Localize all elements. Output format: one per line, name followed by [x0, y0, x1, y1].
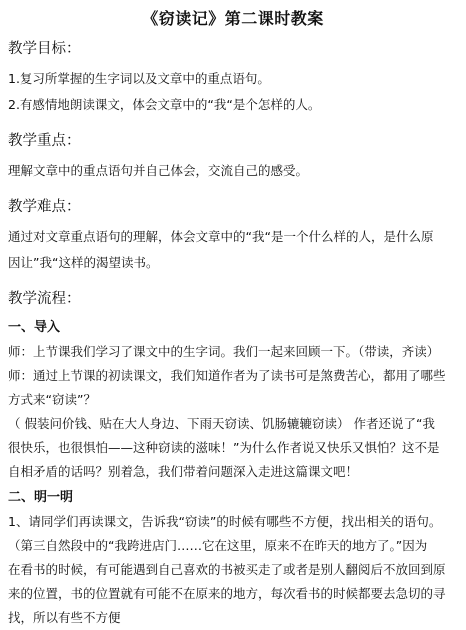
intro-line: 师：上节课我们学习了课文中的生字词。我们一起来回顾一下。（带读，齐读）: [8, 344, 440, 359]
teaching-difficulty-line: 因让”我“这样的渴望读书。: [8, 255, 159, 270]
intro-subheading: 一、导入: [8, 320, 61, 335]
part2-subheading: 二、明一明: [8, 490, 74, 505]
teaching-focus-heading: 教学重点：: [8, 133, 81, 149]
part2-line: 找，所以有些不方便: [8, 610, 121, 625]
intro-line: 方式来“窃读”？: [8, 392, 96, 407]
intro-line: 很快乐，也很惧怕——这种窃读的滋味！”为什么作者说又快乐又惧怕？这不是: [8, 440, 440, 455]
teaching-difficulty-line: 通过对文章重点语句的理解，体会文章中的“我“是一个什么样的人，是什么原: [8, 229, 434, 244]
intro-line: 自相矛盾的话吗？别着急，我们带着问题深入走进这篇课文吧！: [8, 464, 359, 479]
part2-line: 1、请同学们再读课文，告诉我“窃读”的时候有哪些不方便，找出相关的语句。: [8, 514, 442, 529]
teaching-goal-item: 1.复习所掌握的生字词以及文章中的重点语句。: [8, 71, 270, 86]
intro-line: 师：通过上节课的初读课文，我们知道作者为了读书可是煞费苦心，都用了哪些: [8, 368, 446, 383]
teaching-goals-heading: 教学目标：: [8, 41, 81, 57]
part2-line: （第三自然段中的“我跨进店门……它在这里，原来不在昨天的地方了。”因为: [8, 538, 428, 553]
teaching-process-heading: 教学流程：: [8, 291, 81, 307]
intro-line: （ 假装问价钱、贴在大人身边、下雨天窃读、饥肠辘辘窃读） 作者还说了“我: [8, 416, 435, 431]
teaching-focus-text: 理解文章中的重点语句并自己体会，交流自己的感受。: [8, 163, 309, 178]
teaching-difficulty-heading: 教学难点：: [8, 199, 81, 215]
part2-line: 在看书的时候，有可能遇到自己喜欢的书被买走了或者是别人翻阅后不放回到原: [8, 562, 446, 577]
teaching-goal-item: 2.有感情地朗读课文，体会文章中的“我“是个怎样的人。: [8, 97, 321, 112]
part2-line: 来的位置，书的位置就有可能不在原来的地方，每次看书的时候都要去急切的寻: [8, 586, 446, 601]
document-title: 《窃读记》第二课时教案: [142, 9, 324, 28]
